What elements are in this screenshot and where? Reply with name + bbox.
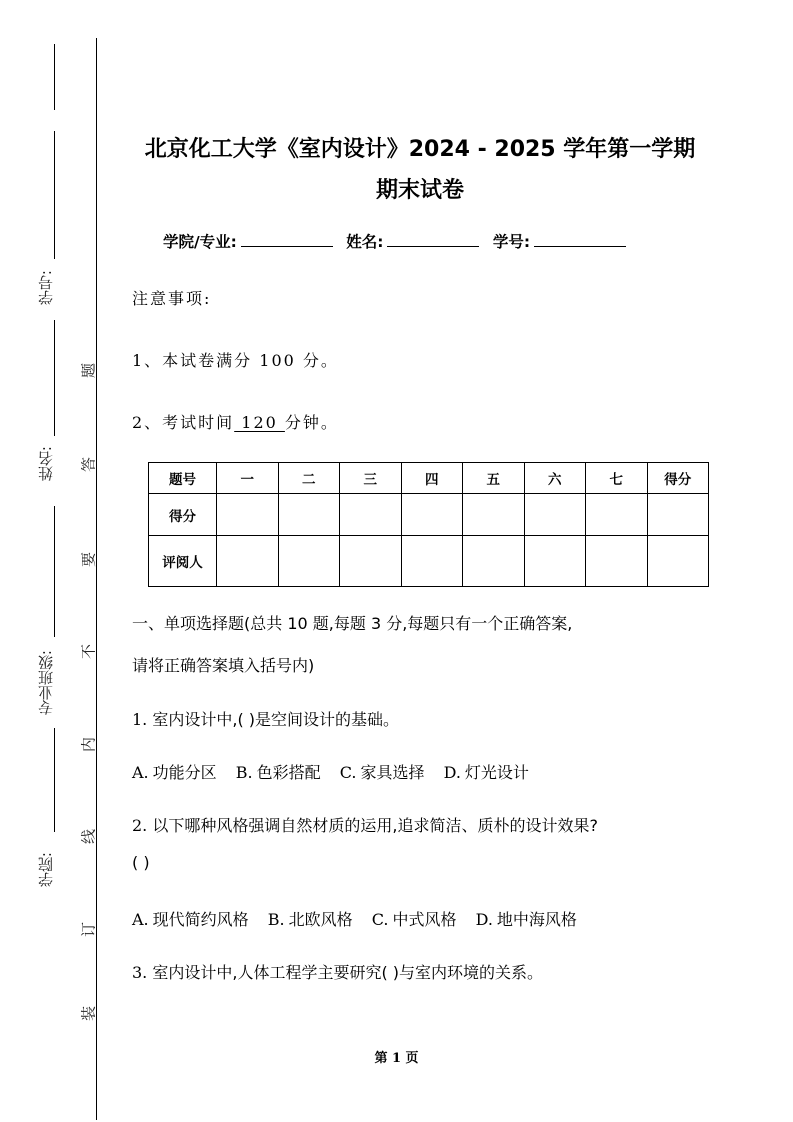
grader-cell[interactable] [524,536,586,587]
seal-char: 答 [79,457,98,473]
score-cell[interactable] [278,494,340,536]
note-item-2-suffix: 分钟。 [284,413,339,432]
margin-label-college: 学院: [34,852,58,887]
college-major-label: 学院/专业: [163,233,237,251]
option-b[interactable]: B. 北欧风格 [267,910,353,929]
seal-char: 装 [79,1006,98,1022]
grader-cell[interactable] [586,536,648,587]
grader-cell[interactable] [401,536,463,587]
question-text: 室内设计中,( )是空间设计的基础。 [152,710,400,729]
header-cell: 得分 [647,463,709,494]
seal-char: 题 [79,363,98,379]
student-info-line [163,230,634,252]
row-label: 得分 [149,494,217,536]
margin-fill-line-name [54,320,55,436]
option-b[interactable]: B. 色彩搭配 [235,763,321,782]
question-number: 1. [132,710,148,729]
exam-duration-value: 120 [234,413,285,432]
grader-cell[interactable] [278,536,340,587]
score-cell[interactable] [586,494,648,536]
seal-char: 不 [79,644,98,660]
header-cell: 五 [463,463,525,494]
row-label: 评阅人 [149,536,217,587]
name-blank[interactable] [387,233,479,247]
option-c[interactable]: C. 中式风格 [371,910,457,929]
note-item-2-prefix: 2、考试时间 [132,413,235,432]
exam-title: 北京化工大学《室内设计》2024 - 2025 学年第一学期 [144,137,696,162]
score-cell[interactable] [463,494,525,536]
grader-cell[interactable] [340,536,402,587]
student-id-label: 学号: [492,233,531,251]
option-d[interactable]: D. 灯光设计 [443,763,529,782]
score-cell[interactable] [647,494,709,536]
score-cell[interactable] [401,494,463,536]
section-heading-cont: 请将正确答案填入括号内) [132,656,315,675]
grader-cell[interactable] [463,536,525,587]
question-number: 2. [132,816,148,835]
header-cell: 七 [586,463,648,494]
margin-label-student-id: 学号: [34,270,58,305]
header-cell: 三 [340,463,402,494]
college-major-blank[interactable] [241,233,333,247]
margin-fill-line [54,44,55,110]
note-item-1: 1、本试卷满分 100 分。 [132,351,339,370]
section-heading: 一、单项选择题(总共 10 题,每题 3 分,每题只有一个正确答案, [132,614,573,633]
question-text: 室内设计中,人体工程学主要研究( )与室内环境的关系。 [152,963,544,982]
score-table [148,462,709,587]
seal-char: 订 [79,922,98,938]
student-id-blank[interactable] [534,233,626,247]
option-d[interactable]: D. 地中海风格 [475,910,577,929]
score-table-header-row [149,463,709,494]
question-text: 以下哪种风格强调自然材质的运用,追求简洁、质朴的设计效果? [152,816,598,835]
grader-cell[interactable] [217,536,279,587]
question-2-answer-blank: ( ) [132,853,150,872]
table-row-score [149,494,709,536]
margin-fill-line-student-id [54,131,55,259]
grader-cell[interactable] [647,536,709,587]
score-cell[interactable] [217,494,279,536]
question-number: 3. [132,963,148,982]
question-3 [132,960,543,983]
header-cell: 二 [278,463,340,494]
option-a[interactable]: A. 现代简约风格 [132,910,249,929]
question-2 [132,813,598,836]
exam-subtitle: 期末试卷 [375,178,464,203]
question-1-options [132,760,543,783]
name-label: 姓名: [346,233,384,251]
header-cell: 六 [524,463,586,494]
page-number: 第 1 页 [374,1051,419,1066]
header-cell: 四 [401,463,463,494]
option-c[interactable]: C. 家具选择 [339,763,425,782]
seal-char: 内 [79,737,98,753]
question-1 [132,707,399,730]
option-a[interactable]: A. 功能分区 [132,763,217,782]
table-row-grader [149,536,709,587]
note-item-2 [132,410,339,433]
score-cell[interactable] [524,494,586,536]
margin-label-name: 姓名: [34,446,58,481]
margin-fill-line-major [54,506,55,637]
margin-label-major-class: 专业班级: [34,650,58,715]
notes-heading: 注意事项: [132,289,212,308]
header-cell: 一 [217,463,279,494]
header-cell: 题号 [149,463,217,494]
seal-char: 要 [79,552,98,568]
question-2-options [132,907,591,930]
score-cell[interactable] [340,494,402,536]
margin-fill-line-college [54,728,55,832]
binding-line [96,38,97,1120]
seal-char: 线 [79,829,98,845]
